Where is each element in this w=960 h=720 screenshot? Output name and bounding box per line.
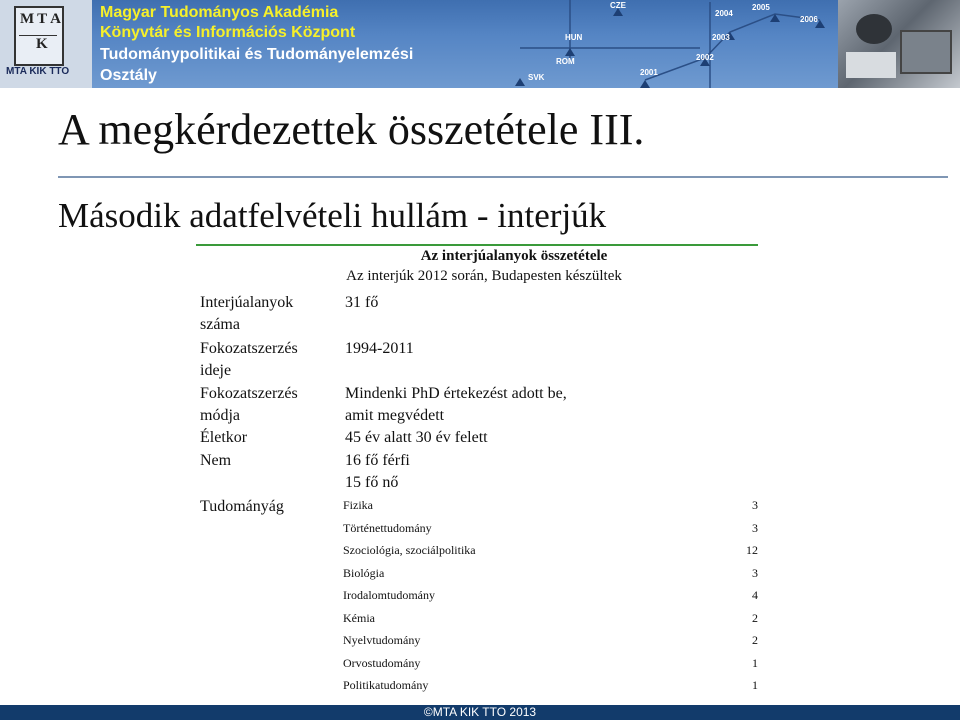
discipline-name: Szociológia, szociálpolitika xyxy=(343,543,476,557)
row-label-age xyxy=(200,427,247,449)
timeline-label: 2005 xyxy=(752,3,770,12)
timeline-label: 2003 xyxy=(712,33,730,42)
header-photo xyxy=(838,0,960,88)
footer-bar xyxy=(0,705,960,720)
row-label-line: Fokozatszerzés xyxy=(200,340,298,357)
discipline-count: 1 xyxy=(752,656,758,670)
row-value-gender xyxy=(345,450,410,494)
slide-subtitle: Második adatfelvételi hullám - interjúk xyxy=(58,196,607,235)
discipline-count: 3 xyxy=(752,498,758,512)
row-value-line: 15 fő nő xyxy=(345,474,399,491)
timeline-label: 2004 xyxy=(715,9,733,18)
institution-line-2: Könyvtár és Információs Központ xyxy=(100,24,356,41)
slide-title: A megkérdezettek összetétele III. xyxy=(58,105,645,154)
discipline-name: Nyelvtudomány xyxy=(343,633,421,647)
discipline-name: Biológia xyxy=(343,566,385,580)
row-label-gender xyxy=(200,450,231,472)
timeline-label: 2002 xyxy=(696,53,714,62)
row-label-degree-time xyxy=(200,338,298,382)
row-label-discipline: Tudományág xyxy=(200,498,284,515)
discipline-count: 2 xyxy=(752,633,758,647)
logo-letters-top: M T A xyxy=(20,11,62,27)
row-value-interviewees: 31 fő xyxy=(345,294,379,311)
discipline-name: Történettudomány xyxy=(343,521,432,535)
discipline-count: 1 xyxy=(752,678,758,692)
timeline-label: 2006 xyxy=(800,15,818,24)
timeline-label: ROM xyxy=(556,57,575,66)
timeline-label: CZE xyxy=(610,1,626,10)
row-value-degree-time: 1994-2011 xyxy=(345,340,414,357)
row-value-line: amit megvédett xyxy=(345,407,445,424)
discipline-name: Orvostudomány xyxy=(343,656,421,670)
table-top-rule xyxy=(196,244,758,246)
mta-logo-icon xyxy=(14,6,64,66)
header-banner xyxy=(0,0,960,88)
row-label-interviewees xyxy=(200,292,293,336)
timeline-label: SVK xyxy=(528,73,545,82)
discipline-name: Kémia xyxy=(343,611,375,625)
table-caption-title: Az interjúalanyok összetétele xyxy=(420,248,608,264)
table-caption-subtitle: Az interjúk 2012 során, Budapesten készültek xyxy=(346,268,622,284)
discipline-count: 2 xyxy=(752,611,758,625)
row-label-line: száma xyxy=(200,316,240,333)
discipline-count: 3 xyxy=(752,521,758,535)
row-label-line: Interjúalanyok xyxy=(200,294,294,311)
row-label-line: ideje xyxy=(200,362,232,379)
row-value-line: Mindenki PhD értekezést adott be, xyxy=(345,385,567,402)
discipline-count: 12 xyxy=(746,543,758,557)
row-label-line: Életkor xyxy=(200,429,248,446)
row-label-degree-method xyxy=(200,383,298,427)
discipline-name: Politikatudomány xyxy=(343,678,429,692)
row-value-degree-method xyxy=(345,383,567,427)
row-label-line: módja xyxy=(200,407,240,424)
discipline-count: 4 xyxy=(752,588,758,602)
logo-letters-bottom: K xyxy=(36,36,48,52)
discipline-name: Fizika xyxy=(343,498,373,512)
row-label-line: Fokozatszerzés xyxy=(200,385,298,402)
row-value-age: 45 év alatt 30 év felett xyxy=(345,429,488,446)
discipline-name: Irodalomtudomány xyxy=(343,588,435,602)
logo xyxy=(0,0,92,88)
row-value-line: 16 fő férfi xyxy=(345,452,410,469)
institution-line-1: Magyar Tudományos Akadémia xyxy=(100,4,339,21)
logo-text: MTA KIK TTO xyxy=(6,66,70,77)
title-divider xyxy=(58,176,948,178)
institution-line-4: Osztály xyxy=(100,67,157,84)
institution-line-3: Tudománypolitikai és Tudományelemzési xyxy=(100,46,414,63)
timeline-label: 2001 xyxy=(640,68,658,77)
footer-copyright: ©MTA KIK TTO 2013 xyxy=(423,705,537,719)
timeline-graphic xyxy=(490,0,840,88)
row-label-line: Nem xyxy=(200,452,232,469)
timeline-label: HUN xyxy=(565,33,583,42)
discipline-count: 3 xyxy=(752,566,758,580)
